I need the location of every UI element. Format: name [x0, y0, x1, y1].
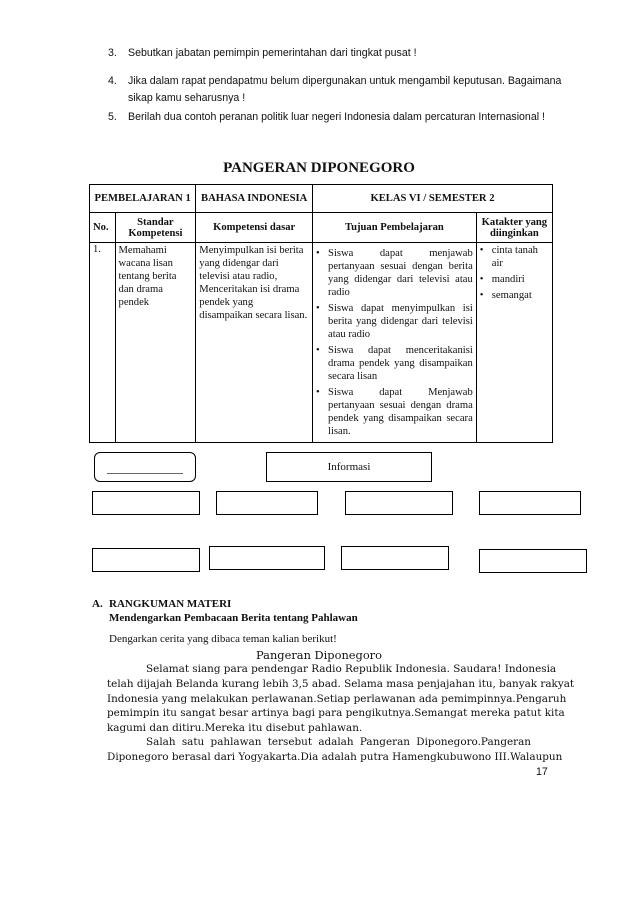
row-standar: Memahami wacana lisan tentang berita dan drama pendek	[115, 243, 196, 443]
row-karakter	[476, 243, 552, 443]
document-title: PANGERAN DIPONEGORO	[223, 160, 415, 176]
story-line: Selamat siang para pendengar Radio Republik Indonesia. Saudara! Indonesia	[146, 663, 557, 675]
karakter-text: mandiri	[491, 274, 525, 285]
class-cell	[313, 185, 553, 213]
diagram-box	[216, 491, 318, 515]
info-label: Informasi	[327, 461, 371, 473]
question-text: Sebutkan jabatan pemimpin pemerintahan dari tingkat pusat !	[128, 47, 417, 59]
question-number: 4.	[108, 75, 117, 87]
info-box	[266, 452, 432, 482]
karakter-item: • cinta tanah air	[480, 244, 549, 270]
story-line: pemimpin itu sangat besar artinya bagi para pengikutnya.Semangat mereka patut kita	[107, 707, 565, 719]
question-number: 5.	[108, 111, 117, 123]
pembelajaran-label: PEMBELAJARAN 1	[94, 193, 191, 204]
question-text: sikap kamu seharusnya !	[128, 92, 246, 104]
topic-box-underline	[107, 473, 183, 474]
story-line: kagumi dan ditiru.Mereka itu disebut pahlawan.	[107, 722, 363, 734]
tujuan-item: • Siswa dapat menjawab pertanyaan sesuai dengan berita yang didengar dari televisi atau radio	[316, 248, 473, 298]
diagram-box	[479, 491, 581, 515]
header-karakter: Katakter yang diinginkan	[476, 213, 552, 243]
tujuan-item: • Siswa dapat Menjawab pertanyaan sesuai dengan drama pendek yang disampaikan secara lisan.	[316, 387, 473, 437]
topic-box	[94, 452, 196, 482]
tujuan-text: Siswa dapat menjawab pertanyaan sesuai dengan berita yang didengar dari televisi atau radio	[328, 248, 473, 298]
row-kompetensi: Menyimpulkan isi berita yang didengar dari televisi atau radio, Menceritakan isi drama pendek yang disampaikan secara lisan.	[196, 243, 313, 443]
row-tujuan	[313, 243, 477, 443]
class-label: KELAS VI / SEMESTER 2	[370, 193, 495, 204]
section-title: RANGKUMAN MATERI	[109, 598, 232, 610]
diagram-box	[209, 546, 325, 570]
story-line: telah dijajah Belanda kurang lebih 3,5 abad. Selama masa penjajahan itu, banyak rakyat	[107, 678, 575, 690]
question-text: Jika dalam rapat pendapatmu belum dipergunakan untuk mengambil keputusan. Bagaimana	[128, 75, 562, 87]
section-subheading: Mendengarkan Pembacaan Berita tentang Pahlawan	[109, 612, 358, 624]
row-no: 1.	[90, 243, 116, 443]
diagram-box	[345, 491, 453, 515]
diagram-box	[341, 546, 449, 570]
karakter-text: semangat	[491, 290, 532, 301]
pembelajaran-cell	[90, 185, 196, 213]
question-number: 3.	[108, 47, 117, 59]
tujuan-text: Siswa dapat menceritakanisi drama pendek yang disampaikan secara lisan	[328, 345, 473, 382]
diagram-box	[92, 491, 200, 515]
header-no: No.	[90, 213, 116, 243]
header-tujuan: Tujuan Pembelajaran	[313, 213, 477, 243]
header-kompetensi: Kompetensi dasar	[196, 213, 313, 243]
story-line: Indonesia yang melakukan perlawanan.Setiap perlawanan ada pemimpinnya.Pengaruh	[107, 693, 567, 705]
section-intro: Dengarkan cerita yang dibaca teman kalian berikut!	[109, 633, 337, 645]
page-number: 17	[536, 766, 548, 778]
diagram-box	[479, 549, 587, 573]
story-line: Salah satu pahlawan tersebut adalah Pangeran Diponegoro.Pangeran	[146, 736, 531, 748]
tujuan-item: • Siswa dapat menceritakanisi drama pendek yang disampaikan secara lisan	[316, 345, 473, 382]
tujuan-item: • Siswa dapat menyimpulkan isi berita yang didengar dari televisi atau radio	[316, 303, 473, 340]
question-text: Berilah dua contoh peranan politik luar negeri Indonesia dalam percaturan Internasional !	[128, 111, 545, 123]
section-letter: A.	[92, 598, 103, 610]
lesson-table	[89, 184, 553, 443]
subject-cell	[196, 185, 313, 213]
header-standar: Standar Kompetensi	[115, 213, 196, 243]
section-heading	[92, 598, 232, 610]
story-line: Diponegoro berasal dari Yogyakarta.Dia adalah putra Hamengkubuwono III.Walaupun	[107, 751, 563, 763]
diagram-box	[92, 548, 200, 572]
tujuan-text: Siswa dapat menyimpulkan isi berita yang didengar dari televisi atau radio	[328, 303, 473, 340]
karakter-item: • semangat	[479, 290, 532, 301]
karakter-text: cinta tanah air	[491, 245, 538, 269]
story-title: Pangeran Diponegoro	[256, 648, 382, 662]
subject-label: BAHASA INDONESIA	[201, 193, 308, 204]
tujuan-text: Siswa dapat Menjawab pertanyaan sesuai dengan drama pendek yang disampaikan secara lisan.	[328, 387, 473, 437]
karakter-item: • mandiri	[479, 274, 525, 285]
